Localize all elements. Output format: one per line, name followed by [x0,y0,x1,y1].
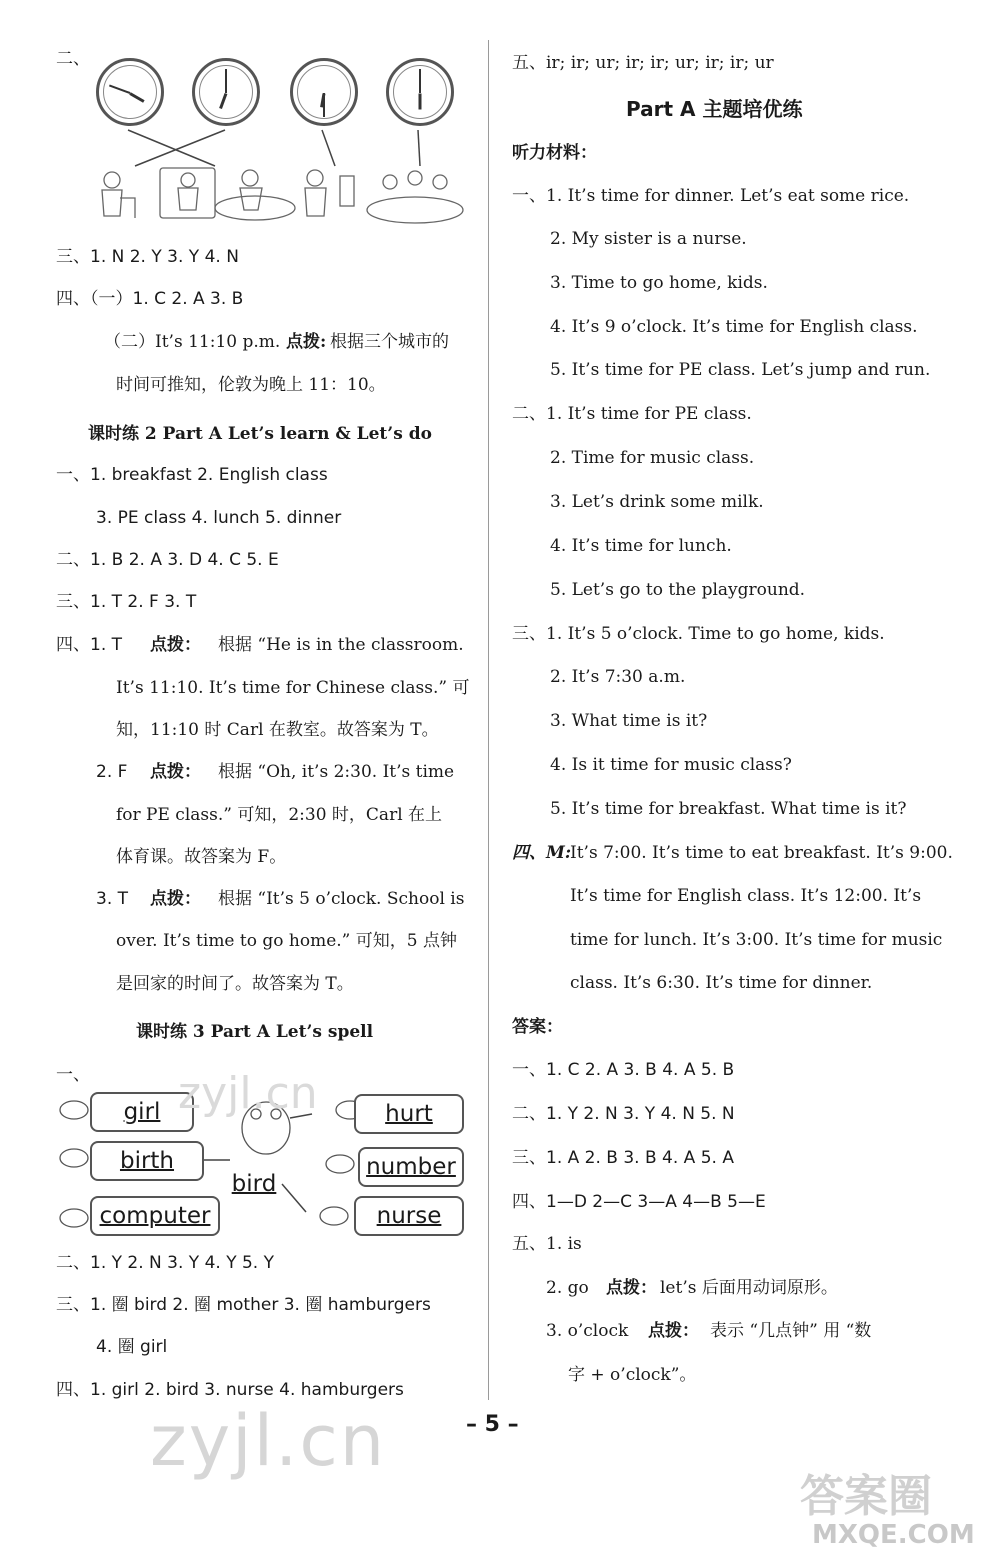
l2-sec4-2-a: 2. F [96,762,128,782]
l2-sec1-b: 3. PE class 4. lunch 5. dinner [96,508,342,528]
answer-5-2: 2. go [546,1278,589,1298]
answer-1: 一、1. C 2. A 3. B 4. A 5. B [512,1060,735,1080]
section-3-answers: 三、1. N 2. Y 3. Y 4. N [56,247,239,267]
p4-line-b: It’s time for English class. It’s 12:00. It’s [570,886,922,906]
p3-item3: 3. What time is it? [550,711,708,731]
clock-2-illustration [192,58,260,126]
l3-sec4: 四、1. girl 2. bird 3. nurse 4. hamburgers [56,1380,404,1400]
section-4-part2-c: 时间可推知，伦敦为晚上 11：10。 [116,375,386,395]
watermark-zyjl: zyjl.cn [150,1400,387,1482]
answers-label: 答案： [512,1017,563,1037]
p1-item2: 2. My sister is a nurse. [550,229,747,249]
answer-4: 四、1—D 2—C 3—A 4—B 5—E [512,1192,766,1212]
l2-sec1-a: 一、1. breakfast 2. English class [56,465,328,485]
tip-label: 点拨： [150,635,201,655]
p2-item4: 4. It’s time for lunch. [550,536,732,556]
p1-item3: 3. Time to go home, kids. [550,273,768,293]
word-birth: birth [119,1148,175,1174]
clock-3-illustration [290,58,358,126]
l2-sec4-1-c: 知，11:10 时 Carl 在教室。故答案为 T。 [116,720,439,740]
section-4-part2-b: 根据三个城市的 [330,332,449,352]
answer-5-3: 3. o’clock [546,1321,629,1341]
p2-item5: 5. Let’s go to the playground. [550,580,806,600]
answer-5-3-b: 字 + o’clock”。 [568,1365,697,1385]
p2-item2: 2. Time for music class. [550,448,755,468]
clock-1-illustration [96,58,164,126]
tip-label: 点拨: [286,332,327,352]
word-card-birth [90,1141,204,1181]
p1-item5: 5. It’s time for PE class. Let’s jump and run. [550,360,931,380]
word-nurse: nurse [376,1203,442,1229]
tip-label: 点拨： [648,1321,699,1341]
l2-sec4-1-a: 四、1. T [56,635,123,655]
l2-sec2: 二、1. B 2. A 3. D 4. C 5. E [56,550,279,570]
tip-label: 点拨： [150,889,201,909]
l2-sec4-2-c: 体育课。故答案为 F。 [116,847,287,867]
part-a-title: Part A 主题培优练 [626,97,803,121]
word-number: number [366,1154,456,1180]
p3-item2: 2. It’s 7:30 a.m. [550,667,686,687]
word-bird [224,1166,284,1202]
p1-item4: 4. It’s 9 o’clock. It’s time for English class. [550,317,918,337]
section-2-label: 二、 [56,49,90,69]
p1-item1: 一、1. It’s time for dinner. Let’s eat some rice. [512,186,910,206]
word-bird-text: bird [231,1171,277,1197]
l2-sec4-3-a-rest: 根据 “It’s 5 o’clock. School is [218,889,465,909]
p2-item1: 二、1. It’s time for PE class. [512,404,752,424]
lesson-3-title: 课时练 3 Part A Let’s spell [136,1022,374,1042]
word-card-hurt [354,1094,464,1134]
page-number: – 5 – [466,1412,519,1437]
tip-label: 点拨： [606,1278,657,1298]
lesson-2-title: 课时练 2 Part A Let’s learn & Let’s do [88,424,432,444]
p3-item4: 4. Is it time for music class? [550,755,792,775]
l3-sec1-label: 一、 [56,1065,90,1085]
section-5-answers: 五、ir; ir; ur; ir; ir; ur; ir; ir; ur [512,53,774,73]
answer-5-2-rest: let’s 后面用动词原形。 [660,1278,838,1298]
answer-5-3-rest: 表示 “几点钟” 用 “数 [710,1321,872,1341]
clock-4-illustration [386,58,454,126]
word-girl: girl [123,1099,161,1125]
p2-item3: 3. Let’s drink some milk. [550,492,764,512]
l3-sec3-b: 4. 圈 girl [96,1337,168,1357]
tip-label: 点拨： [150,762,201,782]
l2-sec3: 三、1. T 2. F 3. T [56,592,197,612]
l3-sec3-a: 三、1. 圈 bird 2. 圈 mother 3. 圈 hamburgers [56,1295,431,1315]
answer-5-1: 五、1. is [512,1234,582,1254]
word-computer: computer [99,1203,211,1229]
p3-item1: 三、1. It’s 5 o’clock. Time to go home, kids. [512,624,885,644]
watermark-corner-site: MXQE.COM [812,1520,975,1550]
listening-label: 听力材料： [512,143,597,163]
p4-label: 四、M: [512,843,572,863]
word-hurt: hurt [385,1101,433,1127]
l2-sec4-3-a: 3. T [96,889,129,909]
watermark-corner-chinese: 答案圈 [800,1471,932,1522]
word-card-nurse [354,1196,464,1236]
l2-sec4-3-b: over. It’s time to go home.” 可知，5 点钟 [116,931,457,951]
l2-sec4-2-a-rest: 根据 “Oh, it’s 2:30. It’s time [218,762,455,782]
p4-line-a: It’s 7:00. It’s time to eat breakfast. It’s 9:00. [570,843,953,863]
l2-sec4-1-a-rest: 根据 “He is in the classroom. [218,635,464,655]
section-4-part2-a: （二）It’s 11:10 p.m. [104,332,281,352]
word-card-number [358,1147,464,1187]
matching-lines [90,118,470,238]
word-card-computer [90,1196,220,1236]
l2-sec4-2-b: for PE class.” 可知，2:30 时，Carl 在上 [116,805,443,825]
watermark-zyjl-mid: zyjl.cn [178,1068,318,1119]
answer-3: 三、1. A 2. B 3. B 4. A 5. A [512,1148,734,1168]
l2-sec4-1-b: It’s 11:10. It’s time for Chinese class.” 可 [116,678,470,698]
section-4-part1: 四、（一）1. C 2. A 3. B [56,289,244,309]
l3-sec2: 二、1. Y 2. N 3. Y 4. Y 5. Y [56,1253,274,1273]
answer-2: 二、1. Y 2. N 3. Y 4. N 5. N [512,1104,735,1124]
column-divider [488,40,489,1400]
p3-item5: 5. It’s time for breakfast. What time is it? [550,799,907,819]
l2-sec4-3-c: 是回家的时间了。故答案为 T。 [116,974,354,994]
p4-line-c: time for lunch. It’s 3:00. It’s time for music [570,930,943,950]
p4-line-d: class. It’s 6:30. It’s time for dinner. [570,973,873,993]
